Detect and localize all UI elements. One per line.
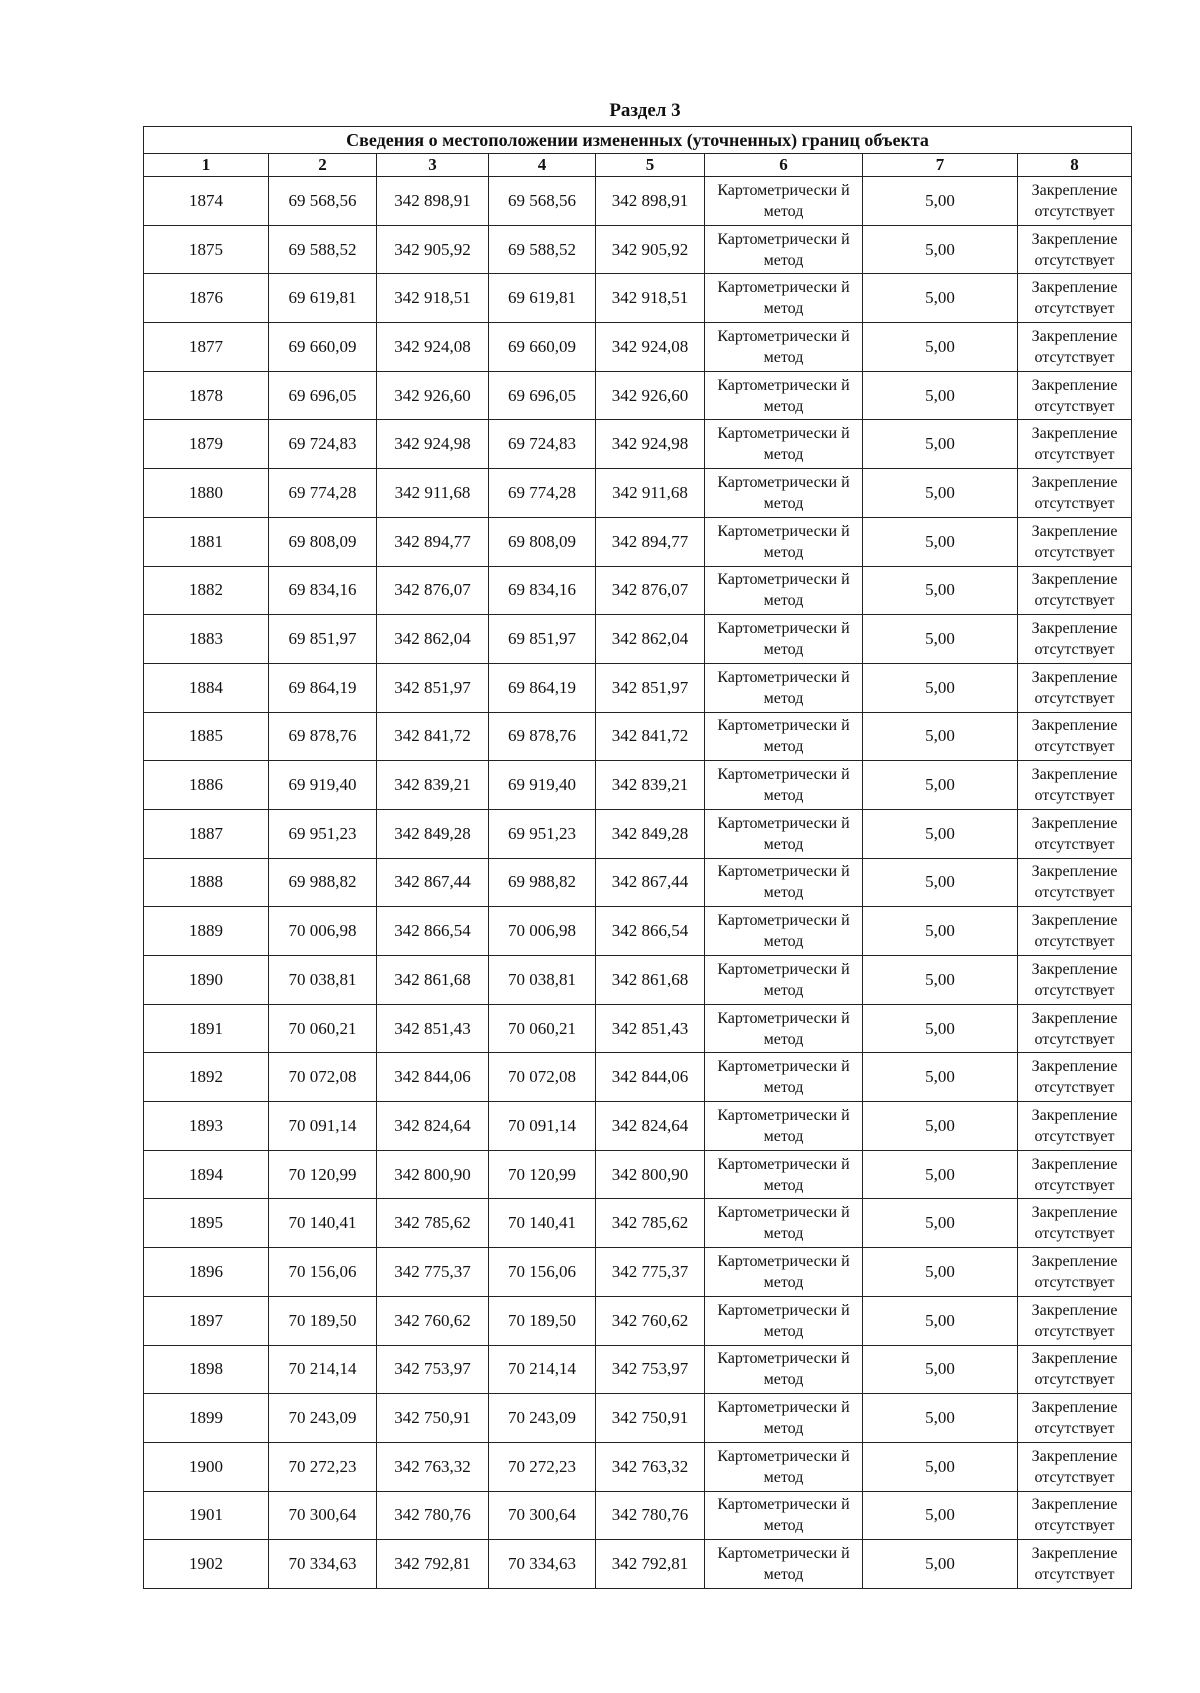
table-row (144, 1102, 1132, 1151)
point-number-cell: 1894 (144, 1150, 269, 1199)
accuracy-cell: 5,00 (863, 1199, 1018, 1248)
method-cell: Картометрически й метод (705, 956, 863, 1005)
x-old-cell: 69 851,97 (269, 615, 377, 664)
x-new-cell: 69 834,16 (489, 566, 596, 615)
x-new-cell: 69 696,05 (489, 371, 596, 420)
fixation-cell: Закрепление отсутствует (1018, 956, 1132, 1005)
table-row (144, 761, 1132, 810)
column-number: 4 (489, 154, 596, 177)
method-cell: Картометрически й метод (705, 1345, 863, 1394)
table-row (144, 1248, 1132, 1297)
y-new-cell: 342 851,97 (596, 663, 705, 712)
boundary-coordinates-table (143, 126, 1132, 1589)
x-old-cell: 70 214,14 (269, 1345, 377, 1394)
method-cell: Картометрически й метод (705, 371, 863, 420)
y-new-cell: 342 750,91 (596, 1394, 705, 1443)
accuracy-cell: 5,00 (863, 323, 1018, 372)
x-new-cell: 70 091,14 (489, 1102, 596, 1151)
y-old-cell: 342 876,07 (377, 566, 489, 615)
table-row (144, 1540, 1132, 1589)
table-row (144, 323, 1132, 372)
point-number-cell: 1877 (144, 323, 269, 372)
fixation-cell: Закрепление отсутствует (1018, 712, 1132, 761)
table-row (144, 956, 1132, 1005)
y-old-cell: 342 824,64 (377, 1102, 489, 1151)
point-number-cell: 1902 (144, 1540, 269, 1589)
y-new-cell: 342 905,92 (596, 225, 705, 274)
point-number-cell: 1898 (144, 1345, 269, 1394)
accuracy-cell: 5,00 (863, 420, 1018, 469)
y-old-cell: 342 841,72 (377, 712, 489, 761)
fixation-cell: Закрепление отсутствует (1018, 1199, 1132, 1248)
method-cell: Картометрически й метод (705, 761, 863, 810)
table-row (144, 1394, 1132, 1443)
fixation-cell: Закрепление отсутствует (1018, 420, 1132, 469)
method-cell: Картометрически й метод (705, 858, 863, 907)
x-old-cell: 70 300,64 (269, 1491, 377, 1540)
column-number: 2 (269, 154, 377, 177)
y-new-cell: 342 867,44 (596, 858, 705, 907)
y-new-cell: 342 924,98 (596, 420, 705, 469)
fixation-cell: Закрепление отсутствует (1018, 809, 1132, 858)
table-row (144, 809, 1132, 858)
y-old-cell: 342 851,97 (377, 663, 489, 712)
x-new-cell: 70 300,64 (489, 1491, 596, 1540)
method-cell: Картометрически й метод (705, 1102, 863, 1151)
y-new-cell: 342 862,04 (596, 615, 705, 664)
table-row (144, 517, 1132, 566)
method-cell: Картометрически й метод (705, 177, 863, 226)
y-old-cell: 342 924,98 (377, 420, 489, 469)
accuracy-cell: 5,00 (863, 907, 1018, 956)
table-body (144, 177, 1132, 1589)
y-new-cell: 342 824,64 (596, 1102, 705, 1151)
x-new-cell: 69 724,83 (489, 420, 596, 469)
accuracy-cell: 5,00 (863, 1442, 1018, 1491)
point-number-cell: 1889 (144, 907, 269, 956)
method-cell: Картометрически й метод (705, 1004, 863, 1053)
y-old-cell: 342 780,76 (377, 1491, 489, 1540)
x-old-cell: 69 774,28 (269, 469, 377, 518)
fixation-cell: Закрепление отсутствует (1018, 225, 1132, 274)
x-old-cell: 69 588,52 (269, 225, 377, 274)
y-new-cell: 342 849,28 (596, 809, 705, 858)
x-old-cell: 69 619,81 (269, 274, 377, 323)
point-number-cell: 1879 (144, 420, 269, 469)
fixation-cell: Закрепление отсутствует (1018, 469, 1132, 518)
accuracy-cell: 5,00 (863, 615, 1018, 664)
method-cell: Картометрически й метод (705, 225, 863, 274)
fixation-cell: Закрепление отсутствует (1018, 1296, 1132, 1345)
fixation-cell: Закрепление отсутствует (1018, 761, 1132, 810)
section-title: Раздел 3 (609, 100, 681, 121)
y-new-cell: 342 753,97 (596, 1345, 705, 1394)
y-new-cell: 342 876,07 (596, 566, 705, 615)
y-old-cell: 342 905,92 (377, 225, 489, 274)
y-new-cell: 342 763,32 (596, 1442, 705, 1491)
fixation-cell: Закрепление отсутствует (1018, 1102, 1132, 1151)
column-number: 6 (705, 154, 863, 177)
y-new-cell: 342 844,06 (596, 1053, 705, 1102)
y-old-cell: 342 924,08 (377, 323, 489, 372)
method-cell: Картометрически й метод (705, 566, 863, 615)
accuracy-cell: 5,00 (863, 469, 1018, 518)
method-cell: Картометрически й метод (705, 469, 863, 518)
table-row (144, 274, 1132, 323)
y-new-cell: 342 792,81 (596, 1540, 705, 1589)
fixation-cell: Закрепление отсутствует (1018, 517, 1132, 566)
boundary-table-wrapper (143, 126, 1131, 1589)
table-row (144, 907, 1132, 956)
x-new-cell: 69 864,19 (489, 663, 596, 712)
y-old-cell: 342 792,81 (377, 1540, 489, 1589)
accuracy-cell: 5,00 (863, 858, 1018, 907)
accuracy-cell: 5,00 (863, 761, 1018, 810)
accuracy-cell: 5,00 (863, 1053, 1018, 1102)
point-number-cell: 1892 (144, 1053, 269, 1102)
x-old-cell: 69 988,82 (269, 858, 377, 907)
x-old-cell: 69 696,05 (269, 371, 377, 420)
method-cell: Картометрически й метод (705, 1540, 863, 1589)
x-old-cell: 70 006,98 (269, 907, 377, 956)
accuracy-cell: 5,00 (863, 1394, 1018, 1443)
y-new-cell: 342 924,08 (596, 323, 705, 372)
y-old-cell: 342 750,91 (377, 1394, 489, 1443)
fixation-cell: Закрепление отсутствует (1018, 177, 1132, 226)
accuracy-cell: 5,00 (863, 177, 1018, 226)
accuracy-cell: 5,00 (863, 809, 1018, 858)
x-new-cell: 70 060,21 (489, 1004, 596, 1053)
point-number-cell: 1901 (144, 1491, 269, 1540)
table-row (144, 712, 1132, 761)
column-number: 7 (863, 154, 1018, 177)
y-old-cell: 342 911,68 (377, 469, 489, 518)
table-row (144, 1442, 1132, 1491)
y-old-cell: 342 785,62 (377, 1199, 489, 1248)
method-cell: Картометрически й метод (705, 1053, 863, 1102)
fixation-cell: Закрепление отсутствует (1018, 1248, 1132, 1297)
point-number-cell: 1876 (144, 274, 269, 323)
method-cell: Картометрически й метод (705, 1491, 863, 1540)
accuracy-cell: 5,00 (863, 1248, 1018, 1297)
y-old-cell: 342 775,37 (377, 1248, 489, 1297)
x-new-cell: 70 272,23 (489, 1442, 596, 1491)
fixation-cell: Закрепление отсутствует (1018, 1345, 1132, 1394)
x-old-cell: 70 120,99 (269, 1150, 377, 1199)
x-new-cell: 70 006,98 (489, 907, 596, 956)
x-new-cell: 70 334,63 (489, 1540, 596, 1589)
y-old-cell: 342 867,44 (377, 858, 489, 907)
fixation-cell: Закрепление отсутствует (1018, 615, 1132, 664)
point-number-cell: 1899 (144, 1394, 269, 1443)
column-number: 8 (1018, 154, 1132, 177)
accuracy-cell: 5,00 (863, 517, 1018, 566)
table-row (144, 1004, 1132, 1053)
fixation-cell: Закрепление отсутствует (1018, 323, 1132, 372)
accuracy-cell: 5,00 (863, 1345, 1018, 1394)
x-new-cell: 69 951,23 (489, 809, 596, 858)
point-number-cell: 1874 (144, 177, 269, 226)
point-number-cell: 1880 (144, 469, 269, 518)
column-number: 1 (144, 154, 269, 177)
point-number-cell: 1884 (144, 663, 269, 712)
method-cell: Картометрически й метод (705, 907, 863, 956)
fixation-cell: Закрепление отсутствует (1018, 1540, 1132, 1589)
x-new-cell: 70 120,99 (489, 1150, 596, 1199)
accuracy-cell: 5,00 (863, 1491, 1018, 1540)
accuracy-cell: 5,00 (863, 1004, 1018, 1053)
y-old-cell: 342 763,32 (377, 1442, 489, 1491)
method-cell: Картометрически й метод (705, 1199, 863, 1248)
x-new-cell: 70 214,14 (489, 1345, 596, 1394)
y-old-cell: 342 918,51 (377, 274, 489, 323)
accuracy-cell: 5,00 (863, 956, 1018, 1005)
point-number-cell: 1891 (144, 1004, 269, 1053)
table-row (144, 1345, 1132, 1394)
x-old-cell: 69 951,23 (269, 809, 377, 858)
x-new-cell: 69 619,81 (489, 274, 596, 323)
fixation-cell: Закрепление отсутствует (1018, 274, 1132, 323)
y-old-cell: 342 844,06 (377, 1053, 489, 1102)
x-old-cell: 70 189,50 (269, 1296, 377, 1345)
column-number-row (144, 154, 1132, 177)
y-new-cell: 342 785,62 (596, 1199, 705, 1248)
y-old-cell: 342 849,28 (377, 809, 489, 858)
accuracy-cell: 5,00 (863, 1540, 1018, 1589)
x-new-cell: 69 660,09 (489, 323, 596, 372)
table-row (144, 615, 1132, 664)
y-new-cell: 342 861,68 (596, 956, 705, 1005)
x-new-cell: 70 156,06 (489, 1248, 596, 1297)
y-old-cell: 342 894,77 (377, 517, 489, 566)
table-row (144, 1296, 1132, 1345)
y-new-cell: 342 911,68 (596, 469, 705, 518)
method-cell: Картометрически й метод (705, 712, 863, 761)
accuracy-cell: 5,00 (863, 712, 1018, 761)
table-caption: Сведения о местоположении измененных (уточненных) границ объекта (144, 127, 1132, 154)
accuracy-cell: 5,00 (863, 274, 1018, 323)
x-new-cell: 69 568,56 (489, 177, 596, 226)
point-number-cell: 1897 (144, 1296, 269, 1345)
point-number-cell: 1896 (144, 1248, 269, 1297)
y-new-cell: 342 780,76 (596, 1491, 705, 1540)
x-old-cell: 70 072,08 (269, 1053, 377, 1102)
point-number-cell: 1885 (144, 712, 269, 761)
x-new-cell: 70 189,50 (489, 1296, 596, 1345)
point-number-cell: 1895 (144, 1199, 269, 1248)
accuracy-cell: 5,00 (863, 663, 1018, 712)
fixation-cell: Закрепление отсутствует (1018, 371, 1132, 420)
y-new-cell: 342 760,62 (596, 1296, 705, 1345)
y-old-cell: 342 753,97 (377, 1345, 489, 1394)
accuracy-cell: 5,00 (863, 1150, 1018, 1199)
table-row (144, 566, 1132, 615)
y-old-cell: 342 866,54 (377, 907, 489, 956)
accuracy-cell: 5,00 (863, 566, 1018, 615)
accuracy-cell: 5,00 (863, 371, 1018, 420)
y-new-cell: 342 898,91 (596, 177, 705, 226)
x-old-cell: 70 334,63 (269, 1540, 377, 1589)
y-new-cell: 342 894,77 (596, 517, 705, 566)
fixation-cell: Закрепление отсутствует (1018, 663, 1132, 712)
y-old-cell: 342 760,62 (377, 1296, 489, 1345)
y-old-cell: 342 839,21 (377, 761, 489, 810)
point-number-cell: 1890 (144, 956, 269, 1005)
y-new-cell: 342 839,21 (596, 761, 705, 810)
x-old-cell: 70 272,23 (269, 1442, 377, 1491)
method-cell: Картометрически й метод (705, 1296, 863, 1345)
point-number-cell: 1893 (144, 1102, 269, 1151)
x-old-cell: 70 038,81 (269, 956, 377, 1005)
point-number-cell: 1887 (144, 809, 269, 858)
fixation-cell: Закрепление отсутствует (1018, 907, 1132, 956)
method-cell: Картометрически й метод (705, 615, 863, 664)
fixation-cell: Закрепление отсутствует (1018, 1491, 1132, 1540)
method-cell: Картометрически й метод (705, 420, 863, 469)
x-new-cell: 70 140,41 (489, 1199, 596, 1248)
x-old-cell: 69 808,09 (269, 517, 377, 566)
fixation-cell: Закрепление отсутствует (1018, 1394, 1132, 1443)
column-number: 3 (377, 154, 489, 177)
x-old-cell: 69 834,16 (269, 566, 377, 615)
table-row (144, 1199, 1132, 1248)
method-cell: Картометрически й метод (705, 1248, 863, 1297)
x-old-cell: 69 878,76 (269, 712, 377, 761)
y-new-cell: 342 866,54 (596, 907, 705, 956)
method-cell: Картометрически й метод (705, 1442, 863, 1491)
x-new-cell: 69 851,97 (489, 615, 596, 664)
x-new-cell: 69 878,76 (489, 712, 596, 761)
x-old-cell: 70 140,41 (269, 1199, 377, 1248)
x-old-cell: 70 060,21 (269, 1004, 377, 1053)
x-old-cell: 69 864,19 (269, 663, 377, 712)
table-row (144, 225, 1132, 274)
accuracy-cell: 5,00 (863, 1296, 1018, 1345)
point-number-cell: 1888 (144, 858, 269, 907)
fixation-cell: Закрепление отсутствует (1018, 1150, 1132, 1199)
x-new-cell: 70 038,81 (489, 956, 596, 1005)
table-row (144, 858, 1132, 907)
x-new-cell: 70 072,08 (489, 1053, 596, 1102)
y-old-cell: 342 898,91 (377, 177, 489, 226)
point-number-cell: 1883 (144, 615, 269, 664)
table-caption-row (144, 127, 1132, 154)
table-row (144, 177, 1132, 226)
table-row (144, 1150, 1132, 1199)
x-old-cell: 69 568,56 (269, 177, 377, 226)
point-number-cell: 1881 (144, 517, 269, 566)
method-cell: Картометрически й метод (705, 517, 863, 566)
point-number-cell: 1878 (144, 371, 269, 420)
x-new-cell: 69 808,09 (489, 517, 596, 566)
x-old-cell: 70 156,06 (269, 1248, 377, 1297)
x-old-cell: 70 091,14 (269, 1102, 377, 1151)
method-cell: Картометрически й метод (705, 809, 863, 858)
table-row (144, 1491, 1132, 1540)
x-new-cell: 70 243,09 (489, 1394, 596, 1443)
point-number-cell: 1886 (144, 761, 269, 810)
point-number-cell: 1875 (144, 225, 269, 274)
table-row (144, 469, 1132, 518)
accuracy-cell: 5,00 (863, 225, 1018, 274)
y-old-cell: 342 861,68 (377, 956, 489, 1005)
y-new-cell: 342 918,51 (596, 274, 705, 323)
x-new-cell: 69 988,82 (489, 858, 596, 907)
table-row (144, 371, 1132, 420)
method-cell: Картометрически й метод (705, 663, 863, 712)
method-cell: Картометрически й метод (705, 1150, 863, 1199)
column-number: 5 (596, 154, 705, 177)
fixation-cell: Закрепление отсутствует (1018, 566, 1132, 615)
table-row (144, 1053, 1132, 1102)
fixation-cell: Закрепление отсутствует (1018, 1442, 1132, 1491)
fixation-cell: Закрепление отсутствует (1018, 1053, 1132, 1102)
x-new-cell: 69 588,52 (489, 225, 596, 274)
x-old-cell: 69 660,09 (269, 323, 377, 372)
y-new-cell: 342 841,72 (596, 712, 705, 761)
y-old-cell: 342 851,43 (377, 1004, 489, 1053)
method-cell: Картометрически й метод (705, 323, 863, 372)
y-old-cell: 342 862,04 (377, 615, 489, 664)
accuracy-cell: 5,00 (863, 1102, 1018, 1151)
table-row (144, 420, 1132, 469)
y-new-cell: 342 800,90 (596, 1150, 705, 1199)
table-row (144, 663, 1132, 712)
point-number-cell: 1882 (144, 566, 269, 615)
y-new-cell: 342 851,43 (596, 1004, 705, 1053)
y-new-cell: 342 926,60 (596, 371, 705, 420)
fixation-cell: Закрепление отсутствует (1018, 1004, 1132, 1053)
x-old-cell: 69 919,40 (269, 761, 377, 810)
x-new-cell: 69 919,40 (489, 761, 596, 810)
x-old-cell: 70 243,09 (269, 1394, 377, 1443)
y-old-cell: 342 800,90 (377, 1150, 489, 1199)
x-new-cell: 69 774,28 (489, 469, 596, 518)
y-new-cell: 342 775,37 (596, 1248, 705, 1297)
method-cell: Картометрически й метод (705, 274, 863, 323)
fixation-cell: Закрепление отсутствует (1018, 858, 1132, 907)
method-cell: Картометрически й метод (705, 1394, 863, 1443)
x-old-cell: 69 724,83 (269, 420, 377, 469)
y-old-cell: 342 926,60 (377, 371, 489, 420)
point-number-cell: 1900 (144, 1442, 269, 1491)
